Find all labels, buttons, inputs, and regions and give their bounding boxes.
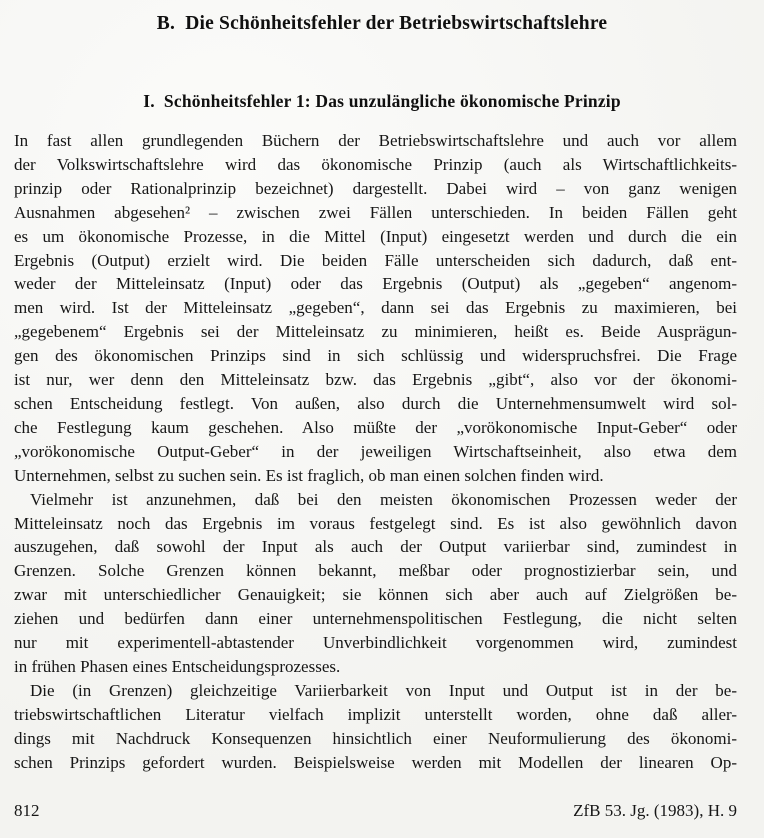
text-line: ziehen und bedürfen dann einer unternehmenspolitischen Festlegung, die nicht selten (14, 609, 737, 629)
text-line: Mitteleinsatz noch das Ergebnis im voraus festgelegt sind. Es ist also gewöhnlich davon (14, 513, 737, 533)
page-footer (14, 801, 737, 821)
text-line: nur mit experimentell-abtastender Unverbindlichkeit vorgenommen wird, zumindest (14, 633, 737, 653)
text-line: men wird. Ist der Mitteleinsatz „gegeben“, dann sei das Ergebnis zu maximieren, bei (14, 298, 737, 318)
paragraph (14, 679, 737, 775)
text-line: Unternehmen, selbst zu suchen sein. Es ist fraglich, ob man einen solchen finden wird. (14, 465, 604, 485)
text-line: dings mit Nachdruck Konsequenzen hinsichtlich einer Neuformulierung des ökonomi- (14, 728, 737, 748)
section-title: I. Schönheitsfehler 1: Das unzulängliche ökonomische Prinzip (143, 91, 621, 111)
text-line: Ergebnis (Output) erzielt wird. Die beiden Fälle unterscheiden sich dadurch, daß ent- (14, 250, 737, 270)
text-line: Die (in Grenzen) gleichzeitige Variierbarkeit von Input und Output ist in der be- (30, 680, 737, 700)
text-line: che Festlegung kaum geschehen. Also müßte der „vorökonomische Input-Geber“ oder (14, 417, 737, 437)
chapter-title: B. Die Schönheitsfehler der Betriebswirtschaftslehre (156, 13, 608, 34)
paragraph (14, 129, 737, 488)
text-line: In fast allen grundlegenden Büchern der Betriebswirtschaftslehre und auch vor allem (14, 131, 737, 150)
page-number: 812 (14, 801, 40, 820)
paragraph (14, 488, 737, 679)
text-line: schen Entscheidung festlegt. Von außen, also durch die Unternehmensumwelt wird sol- (14, 393, 737, 413)
text-line: „vorökonomische Output-Geber“ in der jeweiligen Wirtschaftseinheit, also etwa dem (14, 441, 737, 461)
text-line: schen Prinzips gefordert wurden. Beispielsweise werden mit Modellen der linearen Op- (14, 752, 737, 772)
text-line: zwar mit unterschiedlicher Genauigkeit; sie können sich aber auch auf Zielgrößen be- (14, 585, 737, 605)
text-line: es um ökonomische Prozesse, in die Mittel (Input) eingesetzt werden und durch die ein (14, 226, 737, 246)
text-line: gen des ökonomischen Prinzips sind in sich schlüssig und widerspruchsfrei. Die Frage (14, 346, 737, 366)
text-line: prinzip oder Rationalprinzip bezeichnet) dargestellt. Dabei wird – von ganz wenigen (14, 178, 737, 198)
text-line: der Volkswirtschaftslehre wird das ökonomische Prinzip (auch als Wirtschaftlichkeits- (14, 154, 737, 174)
journal-reference: ZfB 53. Jg. (1983), H. 9 (573, 801, 737, 820)
text-line: Grenzen. Solche Grenzen können bekannt, meßbar oder prognostizierbar sein, und (14, 561, 737, 581)
text-line: Vielmehr ist anzunehmen, daß bei den meisten ökonomischen Prozessen weder der (30, 489, 737, 509)
text-line: „gegebenem“ Ergebnis sei der Mitteleinsatz zu minimieren, heißt es. Beide Ausprägun- (14, 322, 737, 342)
text-line: auszugehen, daß sowohl der Input als auch der Output variierbar sind, zumindest in (14, 537, 737, 557)
text-line: weder der Mitteleinsatz (Input) oder das Ergebnis (Output) als „gegeben“ angenom- (14, 274, 737, 294)
body-text (14, 129, 737, 774)
text-line: ist nur, wer denn den Mitteleinsatz bzw. das Ergebnis „gibt“, also vor der ökonomi- (14, 370, 737, 390)
text-line: in frühen Phasen eines Entscheidungsprozesses. (14, 656, 341, 676)
text-line: Ausnahmen abgesehen² – zwischen zwei Fällen unterschieden. In beiden Fällen geht (14, 202, 737, 222)
text-line: triebswirtschaftlichen Literatur vielfach implizit unterstellt worden, ohne daß aller- (14, 704, 737, 724)
